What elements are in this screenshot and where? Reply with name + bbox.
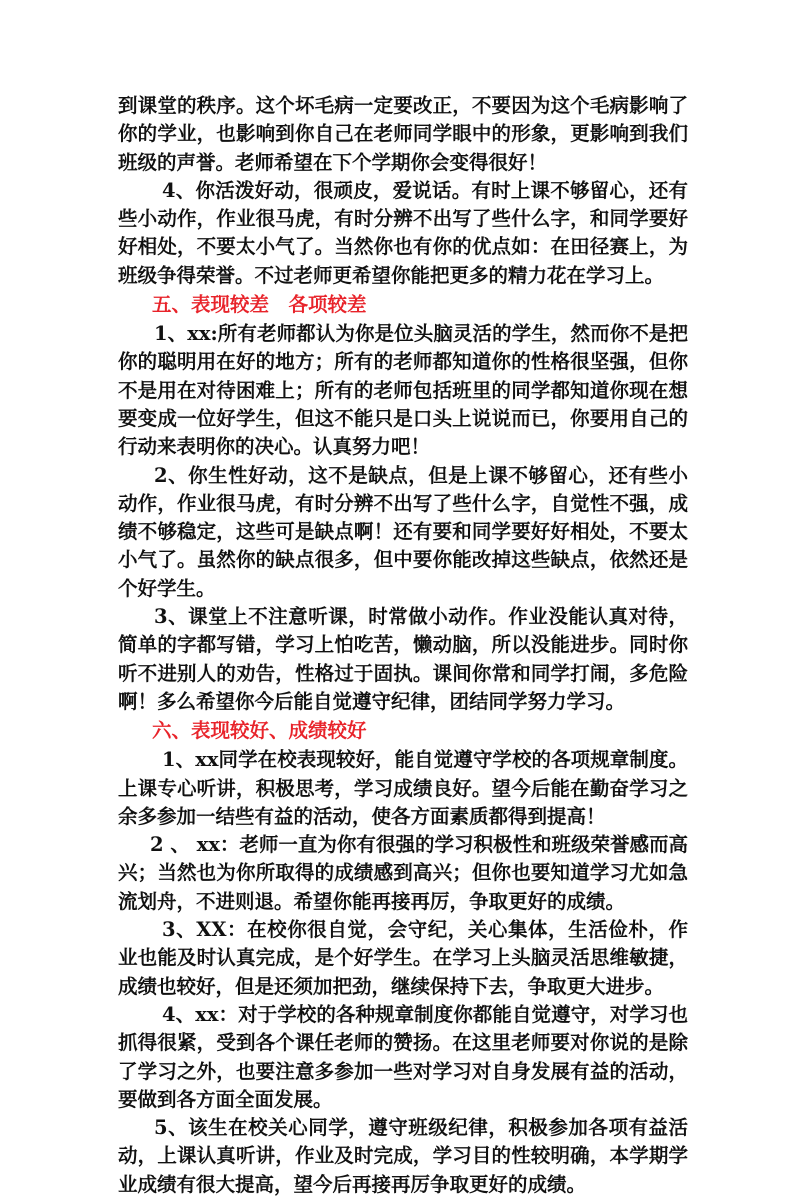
- section-heading-5: 五、表现较差 各项较差: [152, 293, 367, 317]
- paragraph-comment-6-5: 5、该生在校关心同学，遵守班级纪律，积极参加各项有益活动，上课认真听讲，作业及时完成，学习目的性较明确，本学期学业成绩有很大提高，望今后再接再厉争取更好的成绩。: [118, 1116, 688, 1196]
- paragraph-comment-5-2: 2、你生性好动，这不是缺点，但是上课不够留心，还有些小动作，作业很马虎，有时分辨不出写了些什么字，自觉性不强，成绩不够稳定，这些可是缺点啊！还有要和同学要好好相处，不要太小气了。虽然你的缺点很多，但中要你能改掉这些缺点，依然还是个好学生。: [118, 463, 688, 600]
- paragraph-comment-5-3: 3、课堂上不注意听课，时常做小动作。作业没能认真对待，简单的字都写错，学习上怕吃苦，懒动脑，所以没能进步。同时你听不进别人的劝告，性格过于固执。课间你常和同学打闹，多危险啊！多么希望你今后能自觉遵守纪律，团结同学努力学习。: [118, 605, 688, 713]
- section-heading-6: 六、表现较好、成绩较好: [152, 719, 367, 743]
- document-body: [118, 92, 688, 1199]
- paragraph-continuation: 到课堂的秩序。这个坏毛病一定要改正，不要因为这个毛病影响了你的学业，也影响到你自己在老师同学眼中的形象，更影响到我们班级的声誉。老师希望在下个学期你会变得很好！: [118, 94, 688, 174]
- paragraph-comment-6-4: 4、xx：对于学校的各种规章制度你都能自觉遵守，对学习也抓得很紧，受到各个课任老师的赞扬。在这里老师要对你说的是除了学习之外，也要注意多参加一些对学习对自身发展有益的活动，要做到各方面全面发展。: [118, 1002, 688, 1111]
- paragraph-comment-6-2: 2 、 xx：老师一直为你有很强的学习积极性和班级荣誉感而高兴；当然也为你所取得的成绩感到高兴；但你也要知道学习尤如急流划舟，不进则退。希望你能再接再厉，争取更好的成绩。: [118, 833, 688, 913]
- paragraph-comment-4: 4、你活泼好动，很顽皮，爱说话。有时上课不够留心，还有些小动作，作业很马虎，有时分辨不出写了些什么字，和同学要好好相处，不要太小气了。当然你也有你的优点如：在田径赛上，为班级争得荣誉。不过老师更希望你能把更多的精力花在学习上。: [118, 178, 688, 287]
- paragraph-comment-6-1: 1、xx同学在校表现较好，能自觉遵守学校的各项规章制度。上课专心听讲，积极思考，学习成绩良好。望今后能在勤奋学习之余多参加一结些有益的活动，使各方面素质都得到提高！: [118, 748, 688, 828]
- paragraph-comment-5-1: 1、xx:所有老师都认为你是位头脑灵活的学生，然而你不是把你的聪明用在好的地方；所有的老师都知道你的性格很坚强，但你不是用在对待困难上；所有的老师包括班里的同学都知道你现在想要变成一位好学生，但这不能只是口头上说说而已，你要用自己的行动来表明你的决心。认真努力吧！: [118, 322, 688, 459]
- paragraph-comment-6-3: 3、XX：在校你很自觉，会守纪，关心集体，生活俭朴，作业也能及时认真完成，是个好学生。在学习上头脑灵活思维敏捷，成绩也较好，但是还须加把劲，继续保持下去，争取更大进步。: [118, 918, 688, 998]
